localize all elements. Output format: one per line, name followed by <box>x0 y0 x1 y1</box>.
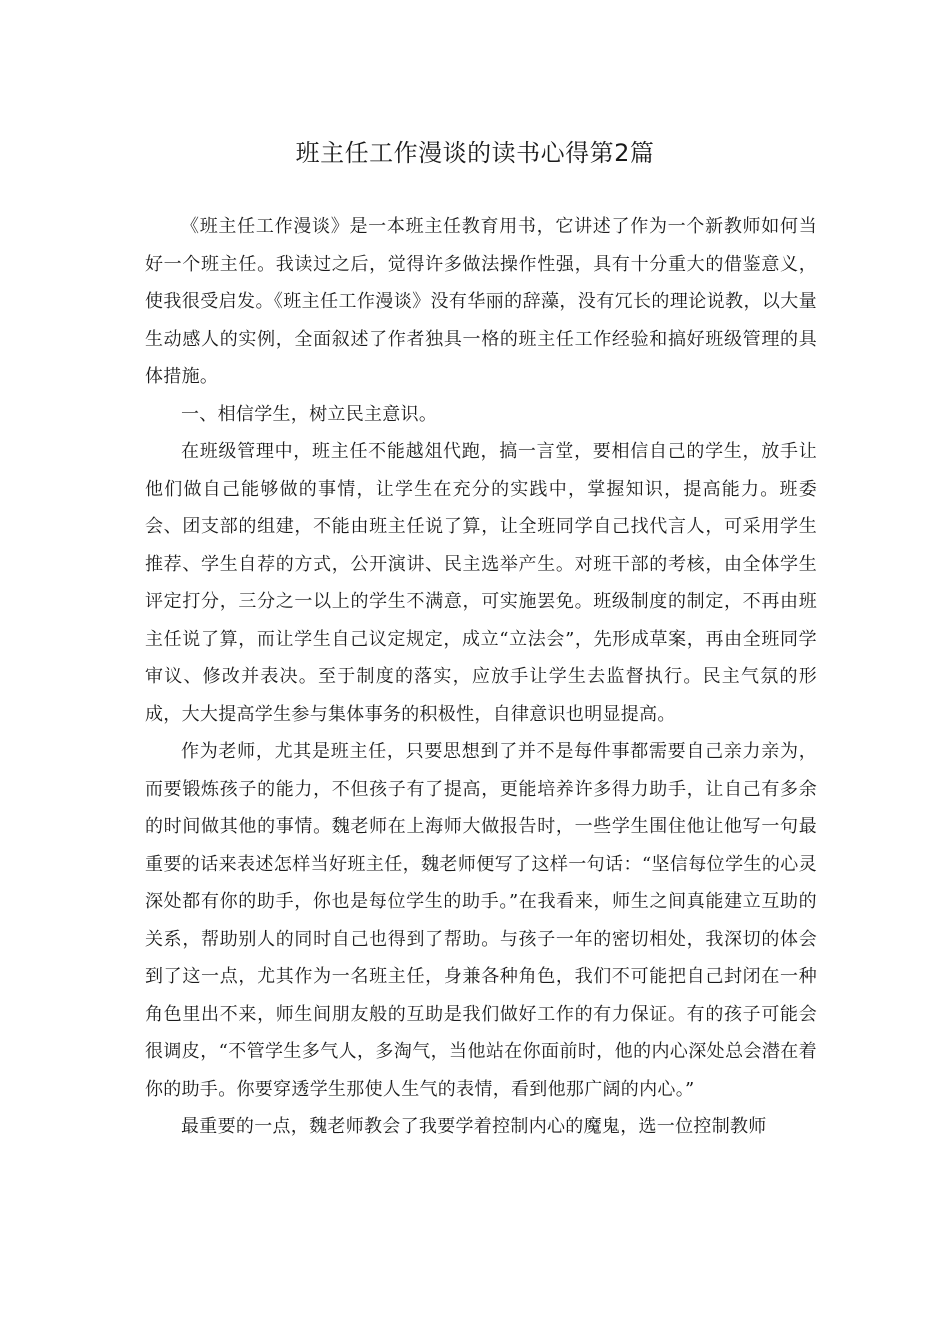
paragraph-intro: 《班主任工作漫谈》是一本班主任教育用书，它讲述了作为一个新教师如何当好一个班主任。我读过之后，觉得许多做法操作性强，具有十分重大的借鉴意义，使我很受启发。《班主任工作漫谈》没有华丽的辞藻，没有冗长的理论说教，以大量生动感人的实例，全面叙述了作者独具一格的班主任工作经验和搞好班级管理的具体措施。 <box>145 216 817 387</box>
paragraph-class-management: 在班级管理中，班主任不能越俎代跑，搞一言堂，要相信自己的学生，放手让他们做自己能够做的事情，让学生在充分的实践中，掌握知识，提高能力。班委会、团支部的组建，不能由班主任说了算，让全班同学自己找代言人，可采用学生推荐、学生自荐的方式，公开演讲、民主选举产生。对班干部的考核，由全体学生评定打分，三分之一以上的学生不满意，可实施罢免。班级制度的制定，不再由班主任说了算，而让学生自己议定规定，成立“立法会”，先形成草案，再由全班同学审议、修改并表决。至于制度的落实，应放手让学生去监督执行。民主气氛的形成，大大提高学生参与集体事务的积极性，自律意识也明显提高。 <box>145 441 817 725</box>
document-title: 班主任工作漫谈的读书心得第2篇 <box>295 139 655 167</box>
paragraph-control: 最重要的一点，魏老师教会了我要学着控制内心的魔鬼，选一位控制教师 <box>181 1116 767 1137</box>
section-heading: 一、相信学生，树立民主意识。 <box>181 403 438 425</box>
paragraph-teacher-role: 作为老师，尤其是班主任，只要思想到了并不是每件事都需要自己亲力亲为，而要锻炼孩子的能力，不但孩子有了提高，更能培养许多得力助手，让自己有多余的时间做其他的事情。魏老师在上海师大做报告时，一些学生围住他让他写一句最重要的话来表述怎样当好班主任，魏老师便写了这样一句话：“坚信每位学生的心灵深处都有你的助手，你也是每位学生的助手。”在我看来，师生之间真能建立互助的关系，帮助别人的同时自己也得到了帮助。与孩子一年的密切相处，我深切的体会到了这一点，尤其作为一名班主任，身兼各种角色，我们不可能把自己封闭在一种角色里出不来，师生间朋友般的互助是我们做好工作的有力保证。有的孩子可能会很调皮，“不管学生多气人，多淘气，当他站在你面前时，他的内心深处总会潜在着你的助手。你要穿透学生那使人生气的表情，看到他那广阔的内心。” <box>145 741 817 1100</box>
document-body <box>145 208 817 1146</box>
